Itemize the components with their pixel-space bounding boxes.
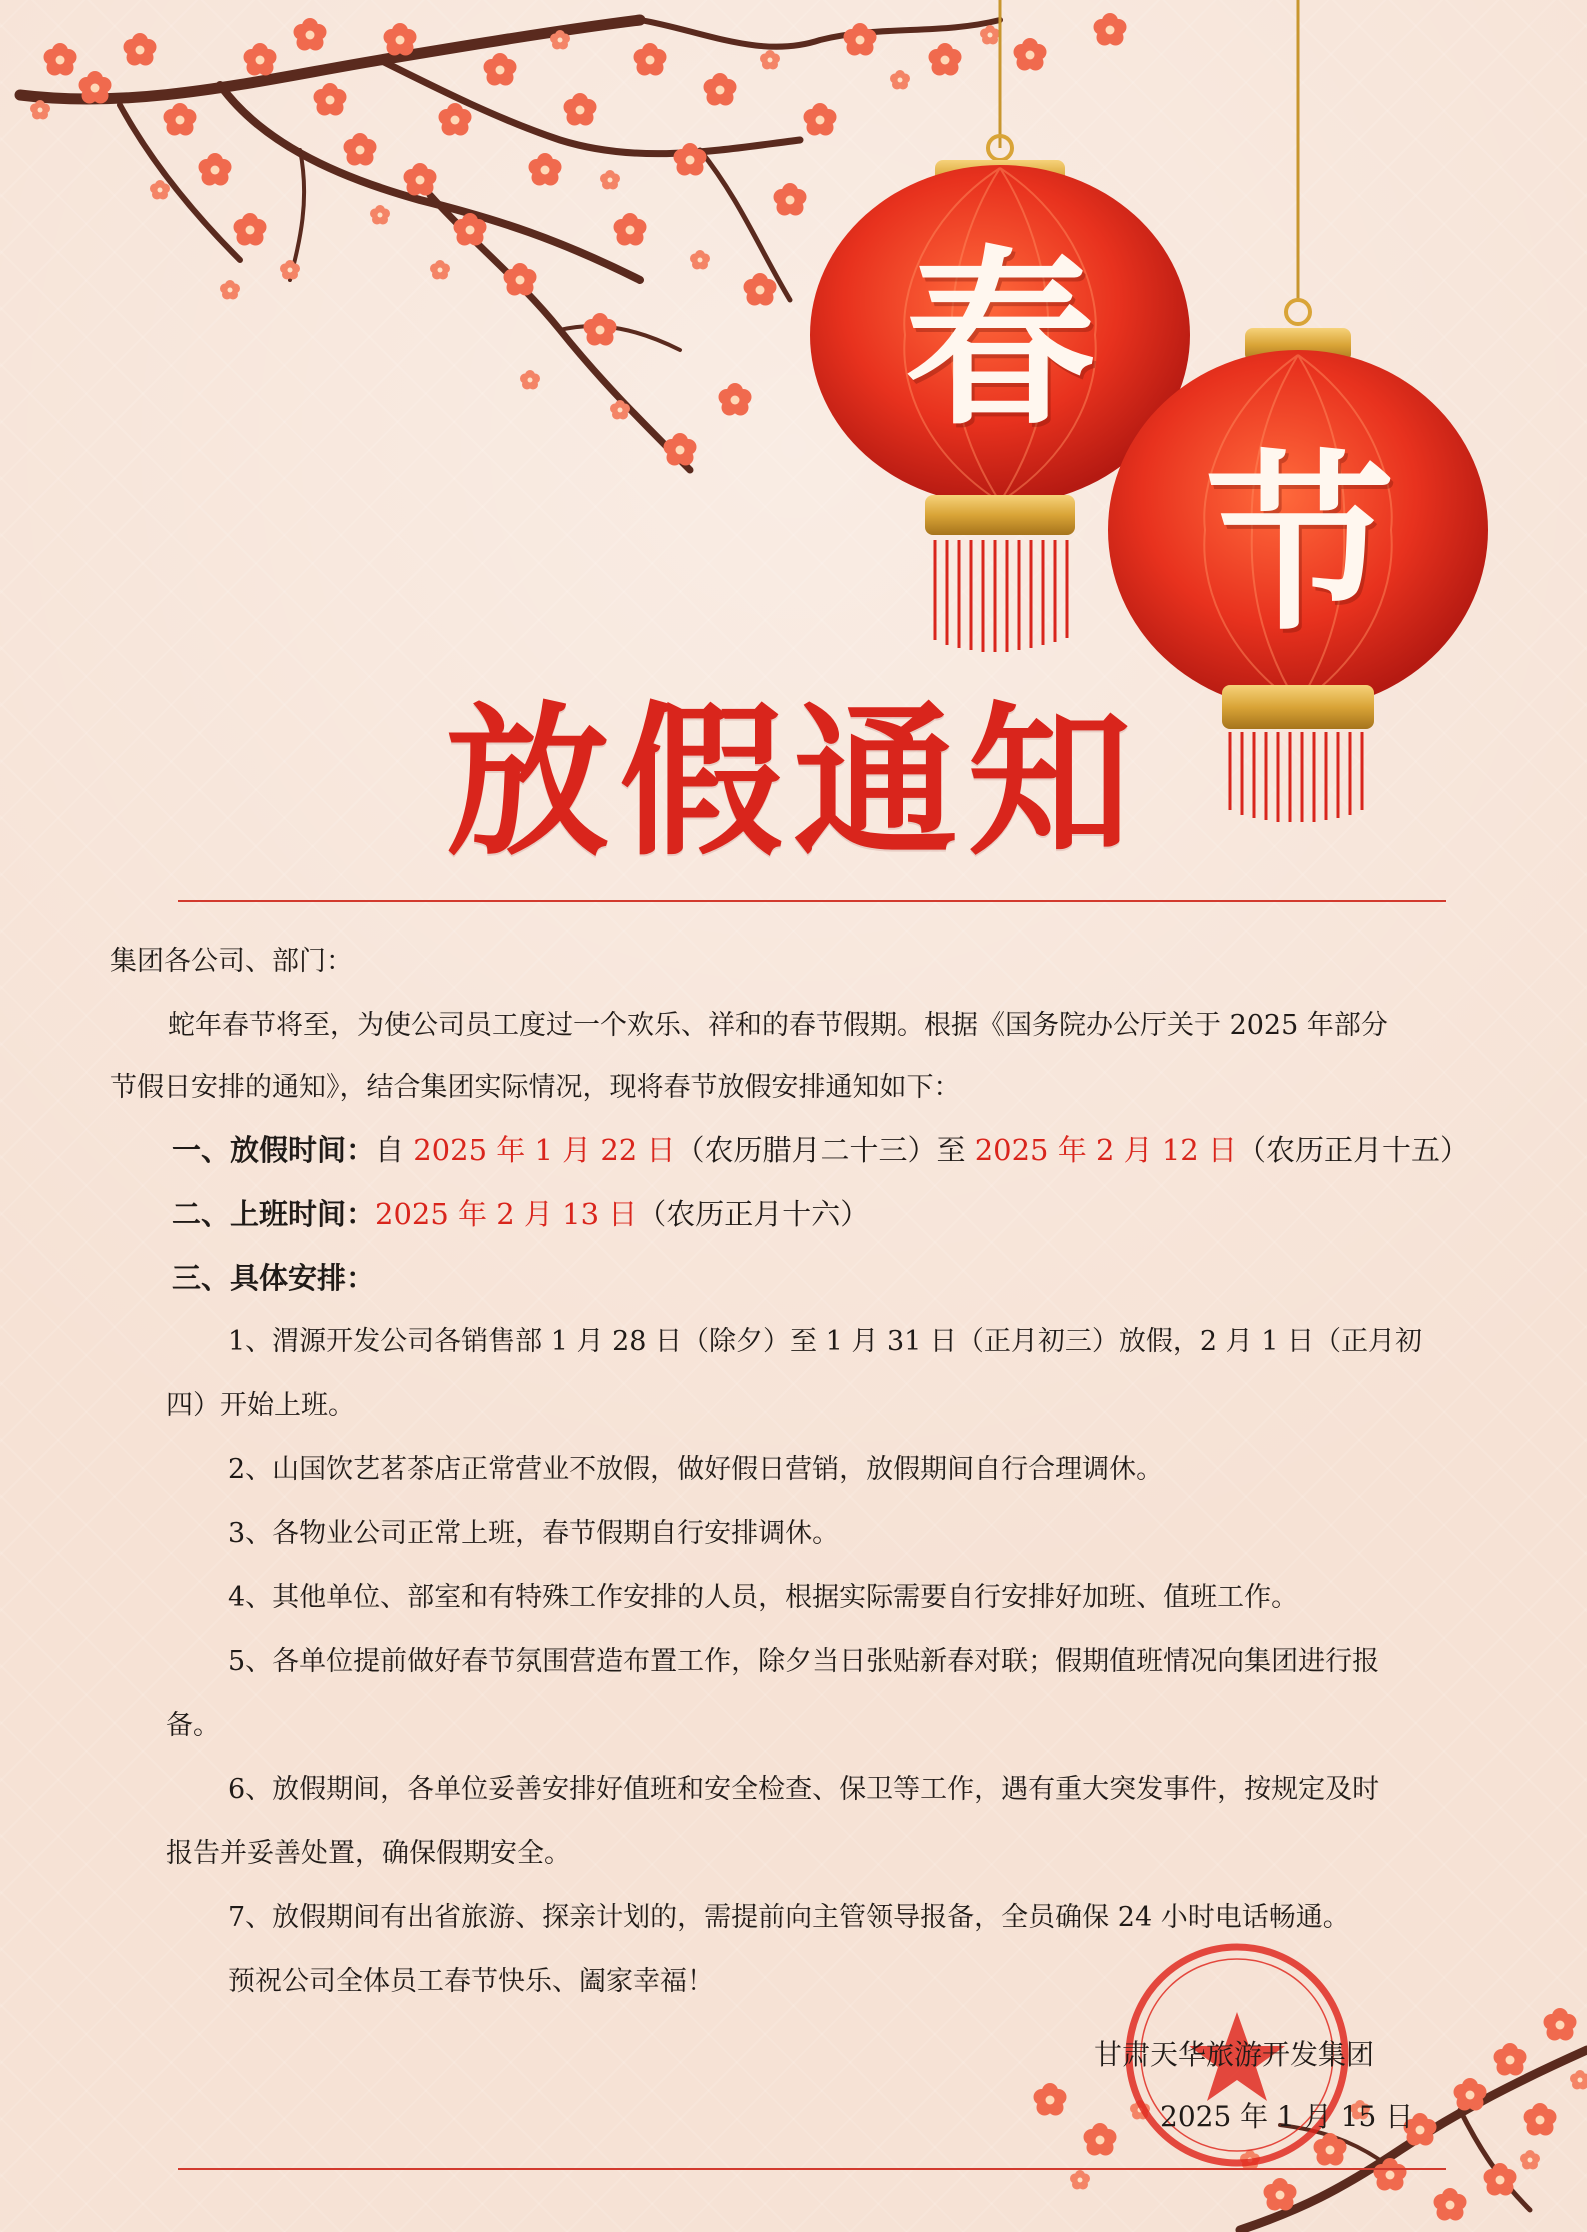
signature-date: 2025 年 1 月 15 日 [1160,2100,1414,2133]
item-5-line-1: 5、各单位提前做好春节氛围营造布置工作，除夕当日张贴新春对联；假期值班情况向集团进行报 [228,1646,1380,1677]
item-1-line-2: 四）开始上班。 [166,1390,355,1421]
item-4: 4、其他单位、部室和有特殊工作安排的人员，根据实际需要自行安排好加班、值班工作。 [228,1582,1299,1613]
section-holiday-time [172,1133,1469,1167]
lantern-festival [1108,0,1488,822]
holiday-start-note: （农历腊月二十三）至 [675,1133,975,1167]
item-1-line-1: 1、渭源开发公司各销售部 1 月 28 日（除夕）至 1 月 31 日（正月初三）放假，2 月 1 日（正月初 [228,1326,1423,1357]
work-resume-note: （农历正月十六） [637,1197,870,1231]
salutation: 集团各公司、部门： [110,946,353,977]
holiday-end-date: 2025 年 2 月 12 日 [974,1133,1237,1167]
section-work-label: 二、上班时间： [172,1197,376,1231]
intro-line-2: 节假日安排的通知》，结合集团实际情况，现将春节放假安排通知如下： [110,1072,961,1103]
section-arrangements: 三、具体安排： [172,1261,376,1295]
section-holiday-pre: 自 [375,1133,414,1167]
lantern-char-jie: 节 [1204,433,1395,656]
item-6-line-1: 6、放假期间，各单位妥善安排好值班和安全检查、保卫等工作，遇有重大突发事件，按规定及时 [228,1774,1380,1805]
item-2: 2、山国饮艺茗茶店正常营业不放假，做好假日营销，放假期间自行合理调休。 [228,1454,1164,1485]
holiday-end-note: （农历正月十五） [1236,1133,1469,1167]
work-resume-date: 2025 年 2 月 13 日 [375,1197,638,1231]
page-title: 放假通知 [445,685,1142,878]
intro-line-1: 蛇年春节将至，为使公司员工度过一个欢乐、祥和的春节假期。根据《国务院办公厅关于 2025 年部分 [168,1010,1388,1041]
item-7: 7、放假期间有出省旅游、探亲计划的，需提前向主管领导报备，全员确保 24 小时电话畅通。 [228,1902,1350,1933]
section-work-resume [172,1197,870,1231]
section-holiday-label: 一、放假时间： [172,1133,376,1167]
item-5-line-2: 备。 [166,1710,220,1741]
holiday-start-date: 2025 年 1 月 22 日 [413,1133,676,1167]
divider-bottom [178,2168,1446,2170]
item-6-line-2: 报告并妥善处置，确保假期安全。 [166,1838,571,1869]
divider-top [178,900,1446,902]
lantern-char-chun: 春 [904,228,1095,451]
closing-wishes: 预祝公司全体员工春节快乐、阖家幸福！ [228,1966,714,1997]
item-3: 3、各物业公司正常上班，春节假期自行安排调休。 [228,1518,840,1549]
signature-org: 甘肃天华旅游开发集团 [1094,2038,1375,2071]
